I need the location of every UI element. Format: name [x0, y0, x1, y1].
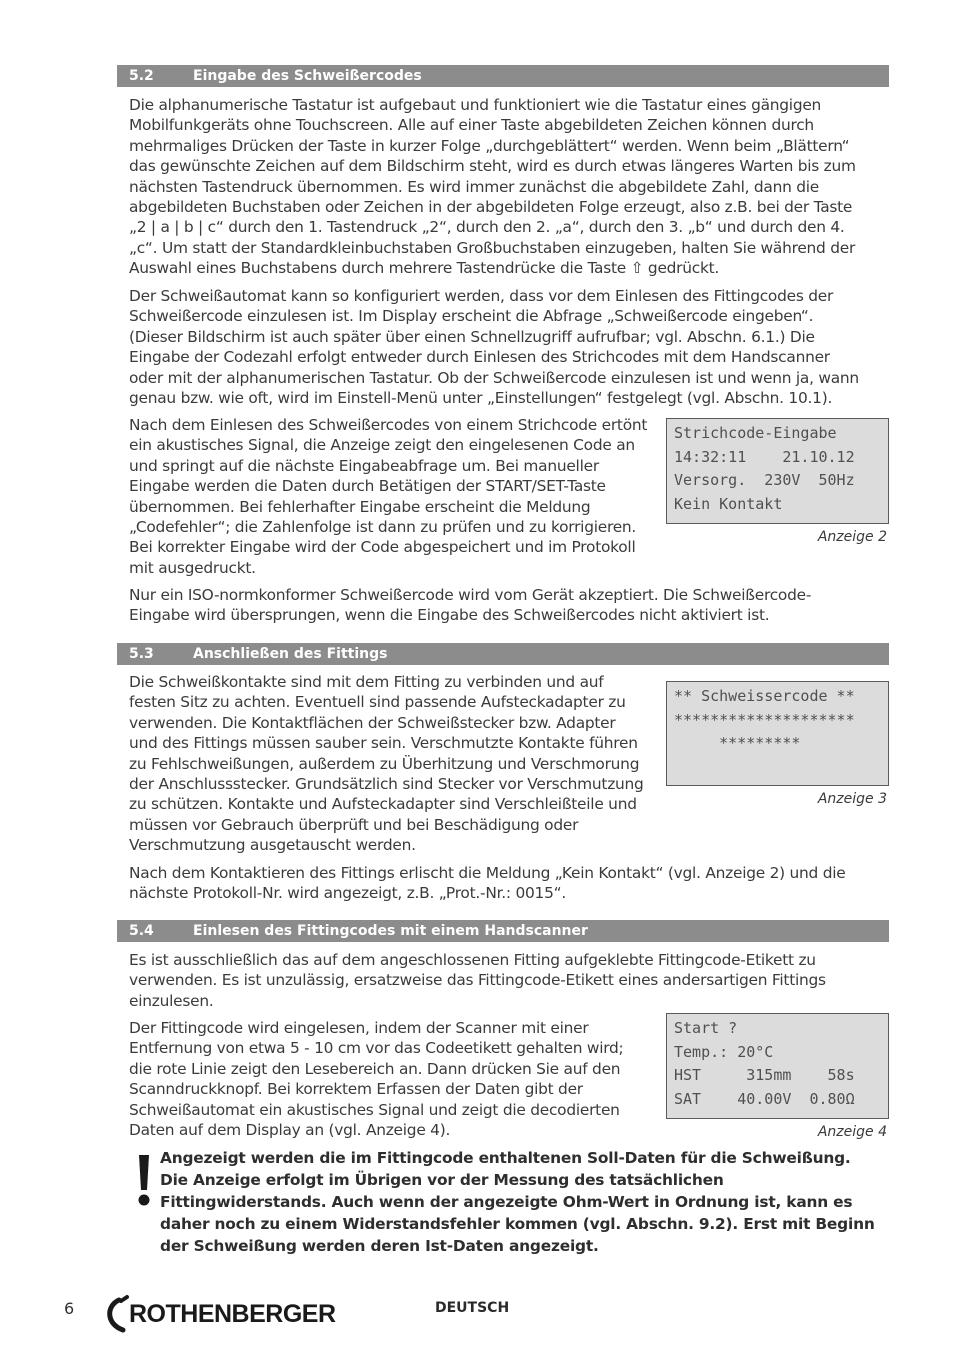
brand-wordmark: ROTHENBERGER [129, 1300, 336, 1328]
text-line: Fittingwiderstands. Auch wenn der angezeigte Ohm-Wert in Ordnung ist, kann es [160, 1193, 853, 1211]
text-line: Die Schweißkontakte sind mit dem Fitting zu verbinden und auf [129, 673, 604, 691]
display-line: Start ? [674, 1019, 738, 1037]
page-number: 6 [64, 1299, 75, 1318]
display-line: ** Schweissercode ** [674, 687, 855, 705]
text-line: übernommen. Bei fehlerhafter Eingabe erscheint die Meldung [129, 497, 591, 516]
paragraph-configuration [129, 286, 859, 408]
text-line: Schweißercode einzulesen ist. Im Display erscheint die Abfrage „Schweißercode eingeben“. [129, 307, 814, 326]
text-line: Der Schweißautomat kann so konfiguriert werden, dass vor dem Einlesen des Fittingcodes der [129, 287, 834, 305]
section-title: Anschließen des Fittings [193, 646, 388, 662]
text-line: und des Fittings müssen sauber sein. Verschmutzte Kontakte führen [129, 734, 638, 753]
display-line: ******************** [674, 710, 855, 729]
text-line: ein akustisches Signal, die Anzeige zeigt den eingelesenen Code an [129, 436, 635, 455]
text-line: Verschmutzung ausgetauscht werden. [129, 836, 416, 855]
text-line: mit ausgedruckt. [129, 558, 256, 577]
paragraph-iso-code [129, 585, 811, 626]
language-label: DEUTSCH [435, 1300, 510, 1316]
text-line: abgebildeten Buchstaben oder Zeichen in der abgebildeten Folge erzeugt, also z.B. bei der Taste [129, 198, 853, 217]
text-line: Eingabe werden die Daten durch Betätigen der START/SET-Taste [129, 477, 606, 496]
text-line: „2 | a | b | c“ durch den 1. Tastendruck „2“, durch den 2. „a“, durch den 3. „b“ und durch den 4. [129, 218, 845, 237]
text-line: müssen vor Gebrauch überprüft und bei Beschädigung oder [129, 815, 579, 834]
text-line: Daten auf dem Display an (vgl. Anzeige 4). [129, 1121, 451, 1140]
text-line: genau bzw. wie oft, wird im Einstell-Menü unter „Einstellungen“ festgelegt (vgl. Abschn. 10.1). [129, 389, 833, 408]
text-line: „c“. Um statt der Standardkleinbuchstaben Großbuchstaben einzugeben, halten Sie während der [129, 238, 856, 257]
text-line: Es ist ausschließlich das auf dem angeschlossenen Fitting aufgeklebte Fittingcode-Etikett zu [129, 951, 816, 969]
text-line: daher noch zu einem Widerstandsfehler kommen (vgl. Abschn. 9.2). Erst mit Beginn [160, 1215, 875, 1233]
text-line: Der Fittingcode wird eingelesen, indem der Scanner mit einer [129, 1019, 589, 1037]
text-line: das gewünschte Zeichen auf dem Bildschirm steht, wird es durch etwas längeres Warten bis zum [129, 157, 856, 176]
section-header-5-4 [117, 920, 889, 942]
section-number: 5.2 [129, 68, 154, 84]
text-line: Scanndruckknopf. Bei korrektem Erfassen der Daten gibt der [129, 1080, 583, 1099]
paragraph-scanner [129, 1018, 623, 1140]
text-line: oder mit der alphanumerischen Tastatur. Ob der Schweißercode einzulesen ist und wenn ja, wann [129, 368, 859, 387]
text-line: Nach dem Einlesen des Schweißercodes von einem Strichcode ertönt [129, 416, 648, 434]
display-line: Kein Kontakt [674, 494, 783, 513]
section-number: 5.4 [129, 923, 154, 939]
display-line: HST 315mm 58s [674, 1066, 855, 1084]
text-line: nächste Protokoll-Nr. wird angezeigt, z.B. „Prot.-Nr.: 0015“. [129, 884, 567, 903]
exclamation-icon [136, 1153, 152, 1207]
display-line: ********* [674, 734, 801, 752]
text-line: zu Fehlschweißungen, außerdem zu Überhitzung und Verschmorung [129, 754, 640, 773]
text-line: die rote Linie zeigt den Lesebereich an. Dann drücken Sie auf den [129, 1059, 621, 1078]
text-line: Mobilfunkgeräts ohne Touchscreen. Alle auf einer Taste abgebildeten Zeichen können durch [129, 116, 814, 135]
paragraph-keyboard [129, 95, 856, 279]
text-line: Eingabe der Codezahl erfolgt entweder durch Einlesen des Strichcodes mit dem Handscanner [129, 348, 830, 367]
display-line: 14:32:11 21.10.12 [674, 447, 855, 466]
paragraph-after-contact [129, 863, 845, 904]
text-line: verwenden. Es ist unzulässig, ersatzweise das Fittingcode-Etikett eines andersartigen Fittings [129, 971, 826, 990]
section-title: Einlesen des Fittingcodes mit einem Handscanner [193, 923, 588, 939]
lcd-display-4 [666, 1013, 889, 1119]
display-line: Strichcode-Eingabe [674, 424, 837, 442]
text-line: Eingabe wird übersprungen, wenn die Eingabe des Schweißercodes nicht aktiviert ist. [129, 606, 770, 625]
section-number: 5.3 [129, 646, 154, 662]
text-line: Die Anzeige erfolgt im Übrigen vor der Messung des tatsächlichen [160, 1171, 724, 1189]
display-line: Temp.: 20°C [674, 1042, 774, 1061]
text-line: Nach dem Kontaktieren des Fittings erlischt die Meldung „Kein Kontakt“ (vgl. Anzeige 2) und die [129, 864, 846, 882]
paragraph-label-usage [129, 950, 826, 1011]
text-line: Entfernung von etwa 5 - 10 cm vor das Codeetikett gehalten wird; [129, 1039, 624, 1058]
text-line: nächsten Tastendruck übernommen. Es wird immer zunächst die abgebildete Zahl, dann die [129, 177, 820, 196]
section-header-5-2 [117, 65, 889, 87]
text-line: „Codefehler“; die Zahlenfolge ist dann zu prüfen und zu korrigieren. [129, 518, 637, 537]
text-line: Angezeigt werden die im Fittingcode enthaltenen Soll-Daten für die Schweißung. [160, 1149, 851, 1167]
display-line: SAT 40.00V 0.80Ω [674, 1089, 855, 1108]
paragraph-contacts [129, 672, 644, 856]
display-caption-3: Anzeige 3 [817, 791, 887, 807]
paragraph-barcode-input [129, 415, 647, 578]
text-line: Die alphanumerische Tastatur ist aufgebaut und funktioniert wie die Tastatur eines gängigen [129, 96, 822, 114]
text-line: verwenden. Die Kontaktflächen der Schweißstecker bzw. Adapter [129, 713, 616, 732]
text-line: einzulesen. [129, 991, 214, 1010]
text-line: (Dieser Bildschirm ist auch später über einen Schnellzugriff aufrufbar; vgl. Abschn. 6.1.) Die [129, 327, 815, 346]
section-title: Eingabe des Schweißercodes [193, 68, 422, 84]
text-line: der Anschlussstecker. Grundsätzlich sind Stecker vor Verschmutzung [129, 775, 644, 794]
rothenberger-logo [103, 1294, 345, 1334]
text-line: Schweißautomat ein akustisches Signal und zeigt die decodierten [129, 1100, 620, 1119]
text-line: der Schweißung werden deren Ist-Daten angezeigt. [160, 1237, 599, 1255]
text-line: festen Sitz zu achten. Eventuell sind passende Aufsteckadapter zu [129, 693, 626, 712]
text-line: Auswahl eines Buchstabens durch mehrere Tastendrücke die Taste ⇧ gedrückt. [129, 259, 720, 278]
text-line: Bei korrekter Eingabe wird der Code abgespeichert und im Protokoll [129, 538, 636, 557]
text-line: und springt auf die nächste Eingabeabfrage um. Bei manueller [129, 456, 599, 475]
display-caption-2: Anzeige 2 [817, 529, 887, 545]
text-line: zu schützen. Kontakte und Aufsteckadapter sind Verschleißteile und [129, 795, 637, 814]
warning-text [160, 1147, 875, 1257]
display-line: Versorg. 230V 50Hz [674, 471, 855, 489]
text-line: Nur ein ISO-normkonformer Schweißercode wird vom Gerät akzeptiert. Die Schweißercode- [129, 586, 812, 604]
display-caption-4: Anzeige 4 [817, 1124, 887, 1140]
text-line: mehrmaliges Drücken der Taste in kurzer Folge „durchgeblättert“ werden. Wenn beim „Blättern“ [129, 136, 850, 155]
section-header-5-3 [117, 643, 889, 665]
lcd-display-3 [666, 681, 889, 786]
lcd-display-2 [666, 418, 889, 524]
